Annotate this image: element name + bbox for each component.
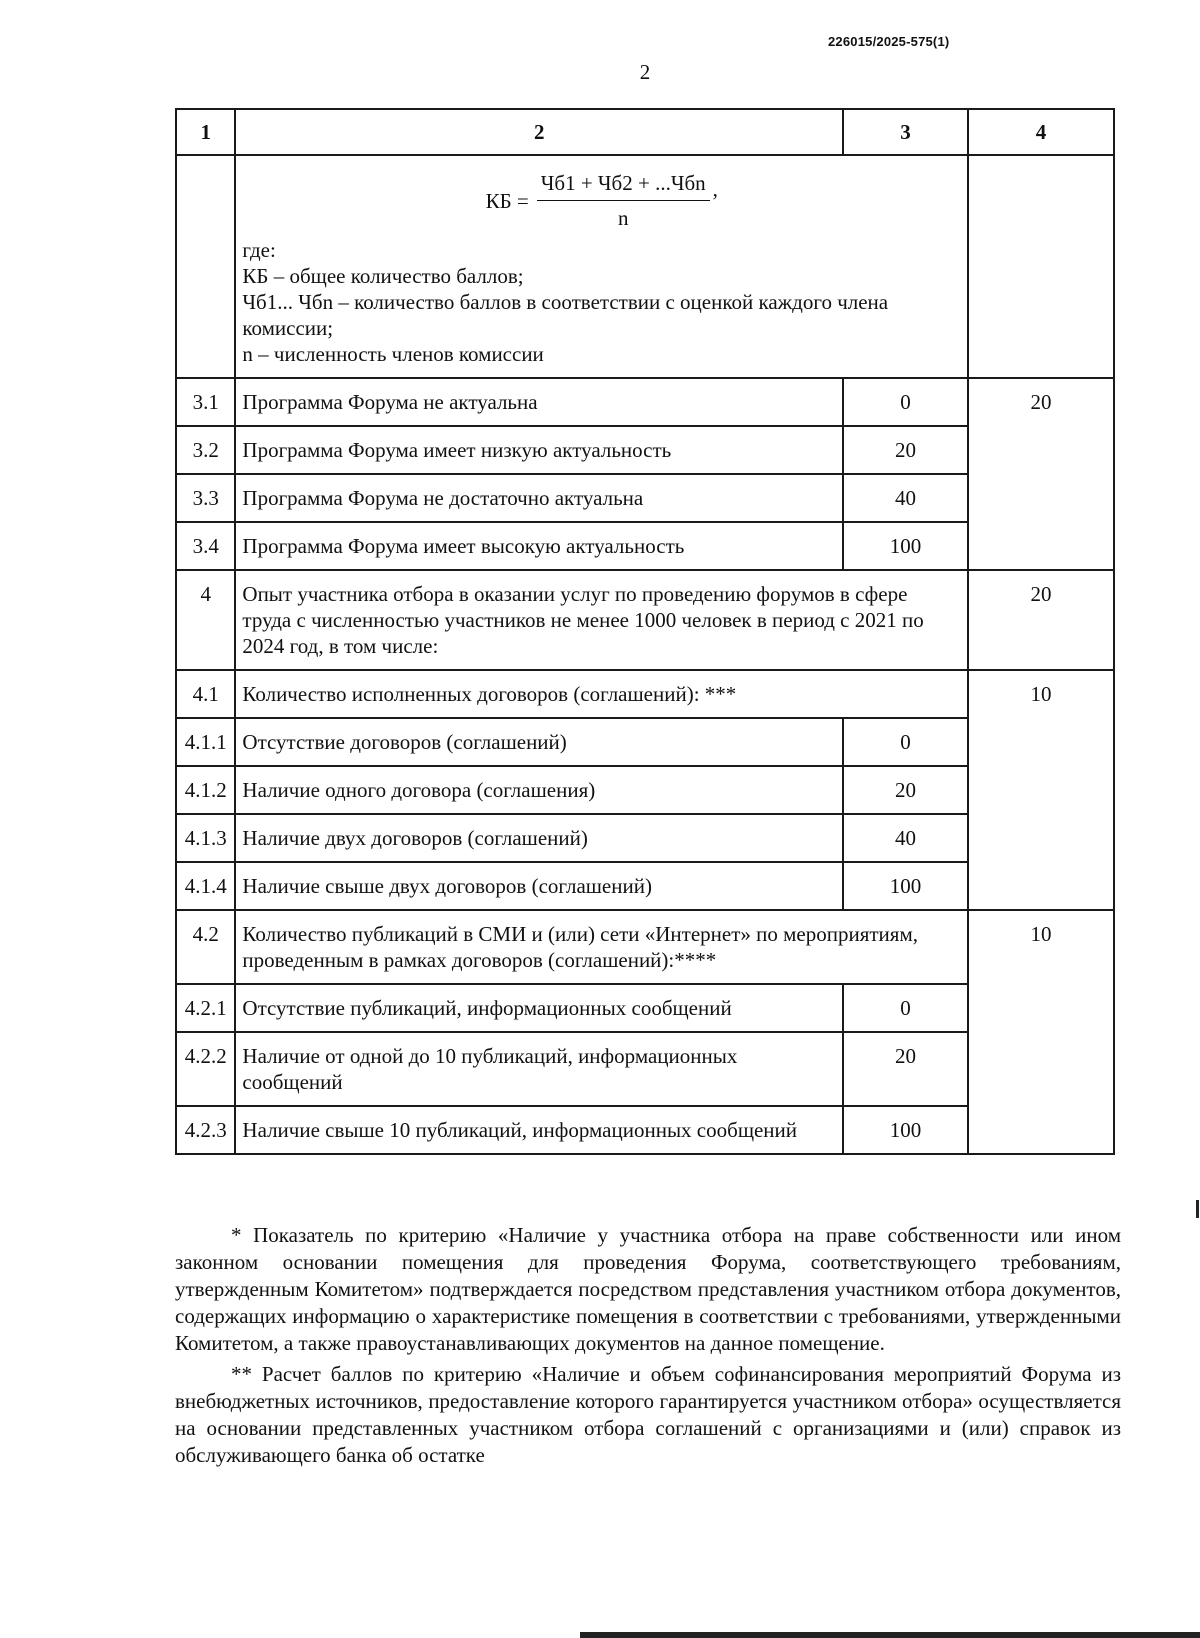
document-registration-number: 226015/2025-575(1) (828, 34, 950, 49)
header-cell-1: 1 (176, 109, 235, 155)
subcriterion-row (176, 670, 1114, 718)
formula-fraction (537, 170, 710, 231)
row-number: 4.1.3 (176, 814, 235, 862)
row-points: 0 (843, 378, 968, 426)
row-points: 100 (843, 522, 968, 570)
row-description: Наличие двух договоров (соглашений) (235, 814, 843, 862)
row-points: 40 (843, 814, 968, 862)
row-points: 20 (843, 766, 968, 814)
row-description: Наличие свыше двух договоров (соглашений) (235, 862, 843, 910)
page-number: 2 (639, 60, 651, 84)
row-number: 4.1.4 (176, 862, 235, 910)
formula-row (176, 155, 1114, 378)
formula-weight-cell (968, 155, 1114, 378)
row-description: Программа Форума имеет высокую актуальность (235, 522, 843, 570)
row-description: Программа Форума не достаточно актуальна (235, 474, 843, 522)
formula-lhs: КБ = (485, 188, 529, 213)
criterion-weight: 20 (968, 570, 1114, 670)
formula-note: КБ – общее количество баллов; (242, 264, 524, 288)
group-weight: 10 (968, 910, 1114, 1154)
row-points: 40 (843, 474, 968, 522)
row-number: 4.2.2 (176, 1032, 235, 1106)
row-number: 4 (176, 570, 235, 670)
row-description: Отсутствие публикаций, информационных сообщений (235, 984, 843, 1032)
subcriterion-description: Количество исполненных договоров (соглашений): *** (235, 670, 968, 718)
header-cell-2: 2 (235, 109, 843, 155)
formula-denominator: n (617, 206, 629, 230)
table-header-row (176, 109, 1114, 155)
row-description: Программа Форума не актуальна (235, 378, 843, 426)
table-row (176, 378, 1114, 426)
scan-edge-mark (1196, 1200, 1199, 1218)
header-cell-4: 4 (968, 109, 1114, 155)
footnote-2: ** Расчет баллов по критерию «Наличие и объем софинансирования мероприятий Форума из внебюджетных источников, предоставление которого гарантируется участником отбора» осуществляется на основании представленных участником отбора соглашений с организациями и (или) справок из обслуживающего банка об остатке (175, 1362, 1121, 1467)
row-number: 4.1 (176, 670, 235, 718)
group-weight: 20 (968, 378, 1114, 570)
row-number: 4.1.2 (176, 766, 235, 814)
formula-num-cell (176, 155, 235, 378)
scan-bottom-border (580, 1632, 1200, 1638)
row-description: Отсутствие договоров (соглашений) (235, 718, 843, 766)
row-description: Наличие одного договора (соглашения) (235, 766, 843, 814)
subcriterion-row (176, 910, 1114, 984)
score-formula (242, 170, 961, 231)
row-number: 4.2 (176, 910, 235, 984)
row-points: 0 (843, 984, 968, 1032)
row-number: 4.2.1 (176, 984, 235, 1032)
header-cell-3: 3 (843, 109, 968, 155)
row-number: 3.4 (176, 522, 235, 570)
row-points: 0 (843, 718, 968, 766)
criteria-table (175, 108, 1115, 1155)
formula-cell (235, 155, 968, 378)
formula-note: Чб1... Чбn – количество баллов в соответствии с оценкой каждого члена комиссии; (242, 290, 889, 340)
row-points: 20 (843, 1032, 968, 1106)
row-number: 3.2 (176, 426, 235, 474)
formula-note: n – численность членов комиссии (242, 342, 544, 366)
criterion-description: Опыт участника отбора в оказании услуг по проведению форумов в сфере труда с численностью участников не менее 1000 человек в период с 2021 по 2024 год, в том числе: (235, 570, 968, 670)
row-number: 3.1 (176, 378, 235, 426)
group-weight: 10 (968, 670, 1114, 910)
formula-numerator: Чб1 + Чб2 + ...Чбn (537, 170, 710, 201)
row-description: Наличие свыше 10 публикаций, информационных сообщений (235, 1106, 843, 1154)
subcriterion-description: Количество публикаций в СМИ и (или) сети «Интернет» по мероприятиям, проведенным в рамках договоров (соглашений):**** (235, 910, 968, 984)
formula-suffix: , (712, 176, 718, 201)
formula-note: где: (242, 238, 276, 262)
footnote-1: * Показатель по критерию «Наличие у участника отбора на праве собственности или ином законном основании помещения для проведения Форума, соответствующего требованиям, утвержденным Комитетом» подтверждается посредством представления участником отбора документов, содержащих информацию о характеристике помещения в соответствии с требованиями, утвержденными Комитетом, а также правоустанавливающих документов на данное помещение. (175, 1223, 1121, 1355)
row-number: 3.3 (176, 474, 235, 522)
criterion-row (176, 570, 1114, 670)
row-number: 4.2.3 (176, 1106, 235, 1154)
row-points: 20 (843, 426, 968, 474)
row-points: 100 (843, 1106, 968, 1154)
footnotes (175, 1222, 1121, 1473)
row-description: Наличие от одной до 10 публикаций, информационных сообщений (235, 1032, 843, 1106)
row-number: 4.1.1 (176, 718, 235, 766)
row-description: Программа Форума имеет низкую актуальность (235, 426, 843, 474)
row-points: 100 (843, 862, 968, 910)
